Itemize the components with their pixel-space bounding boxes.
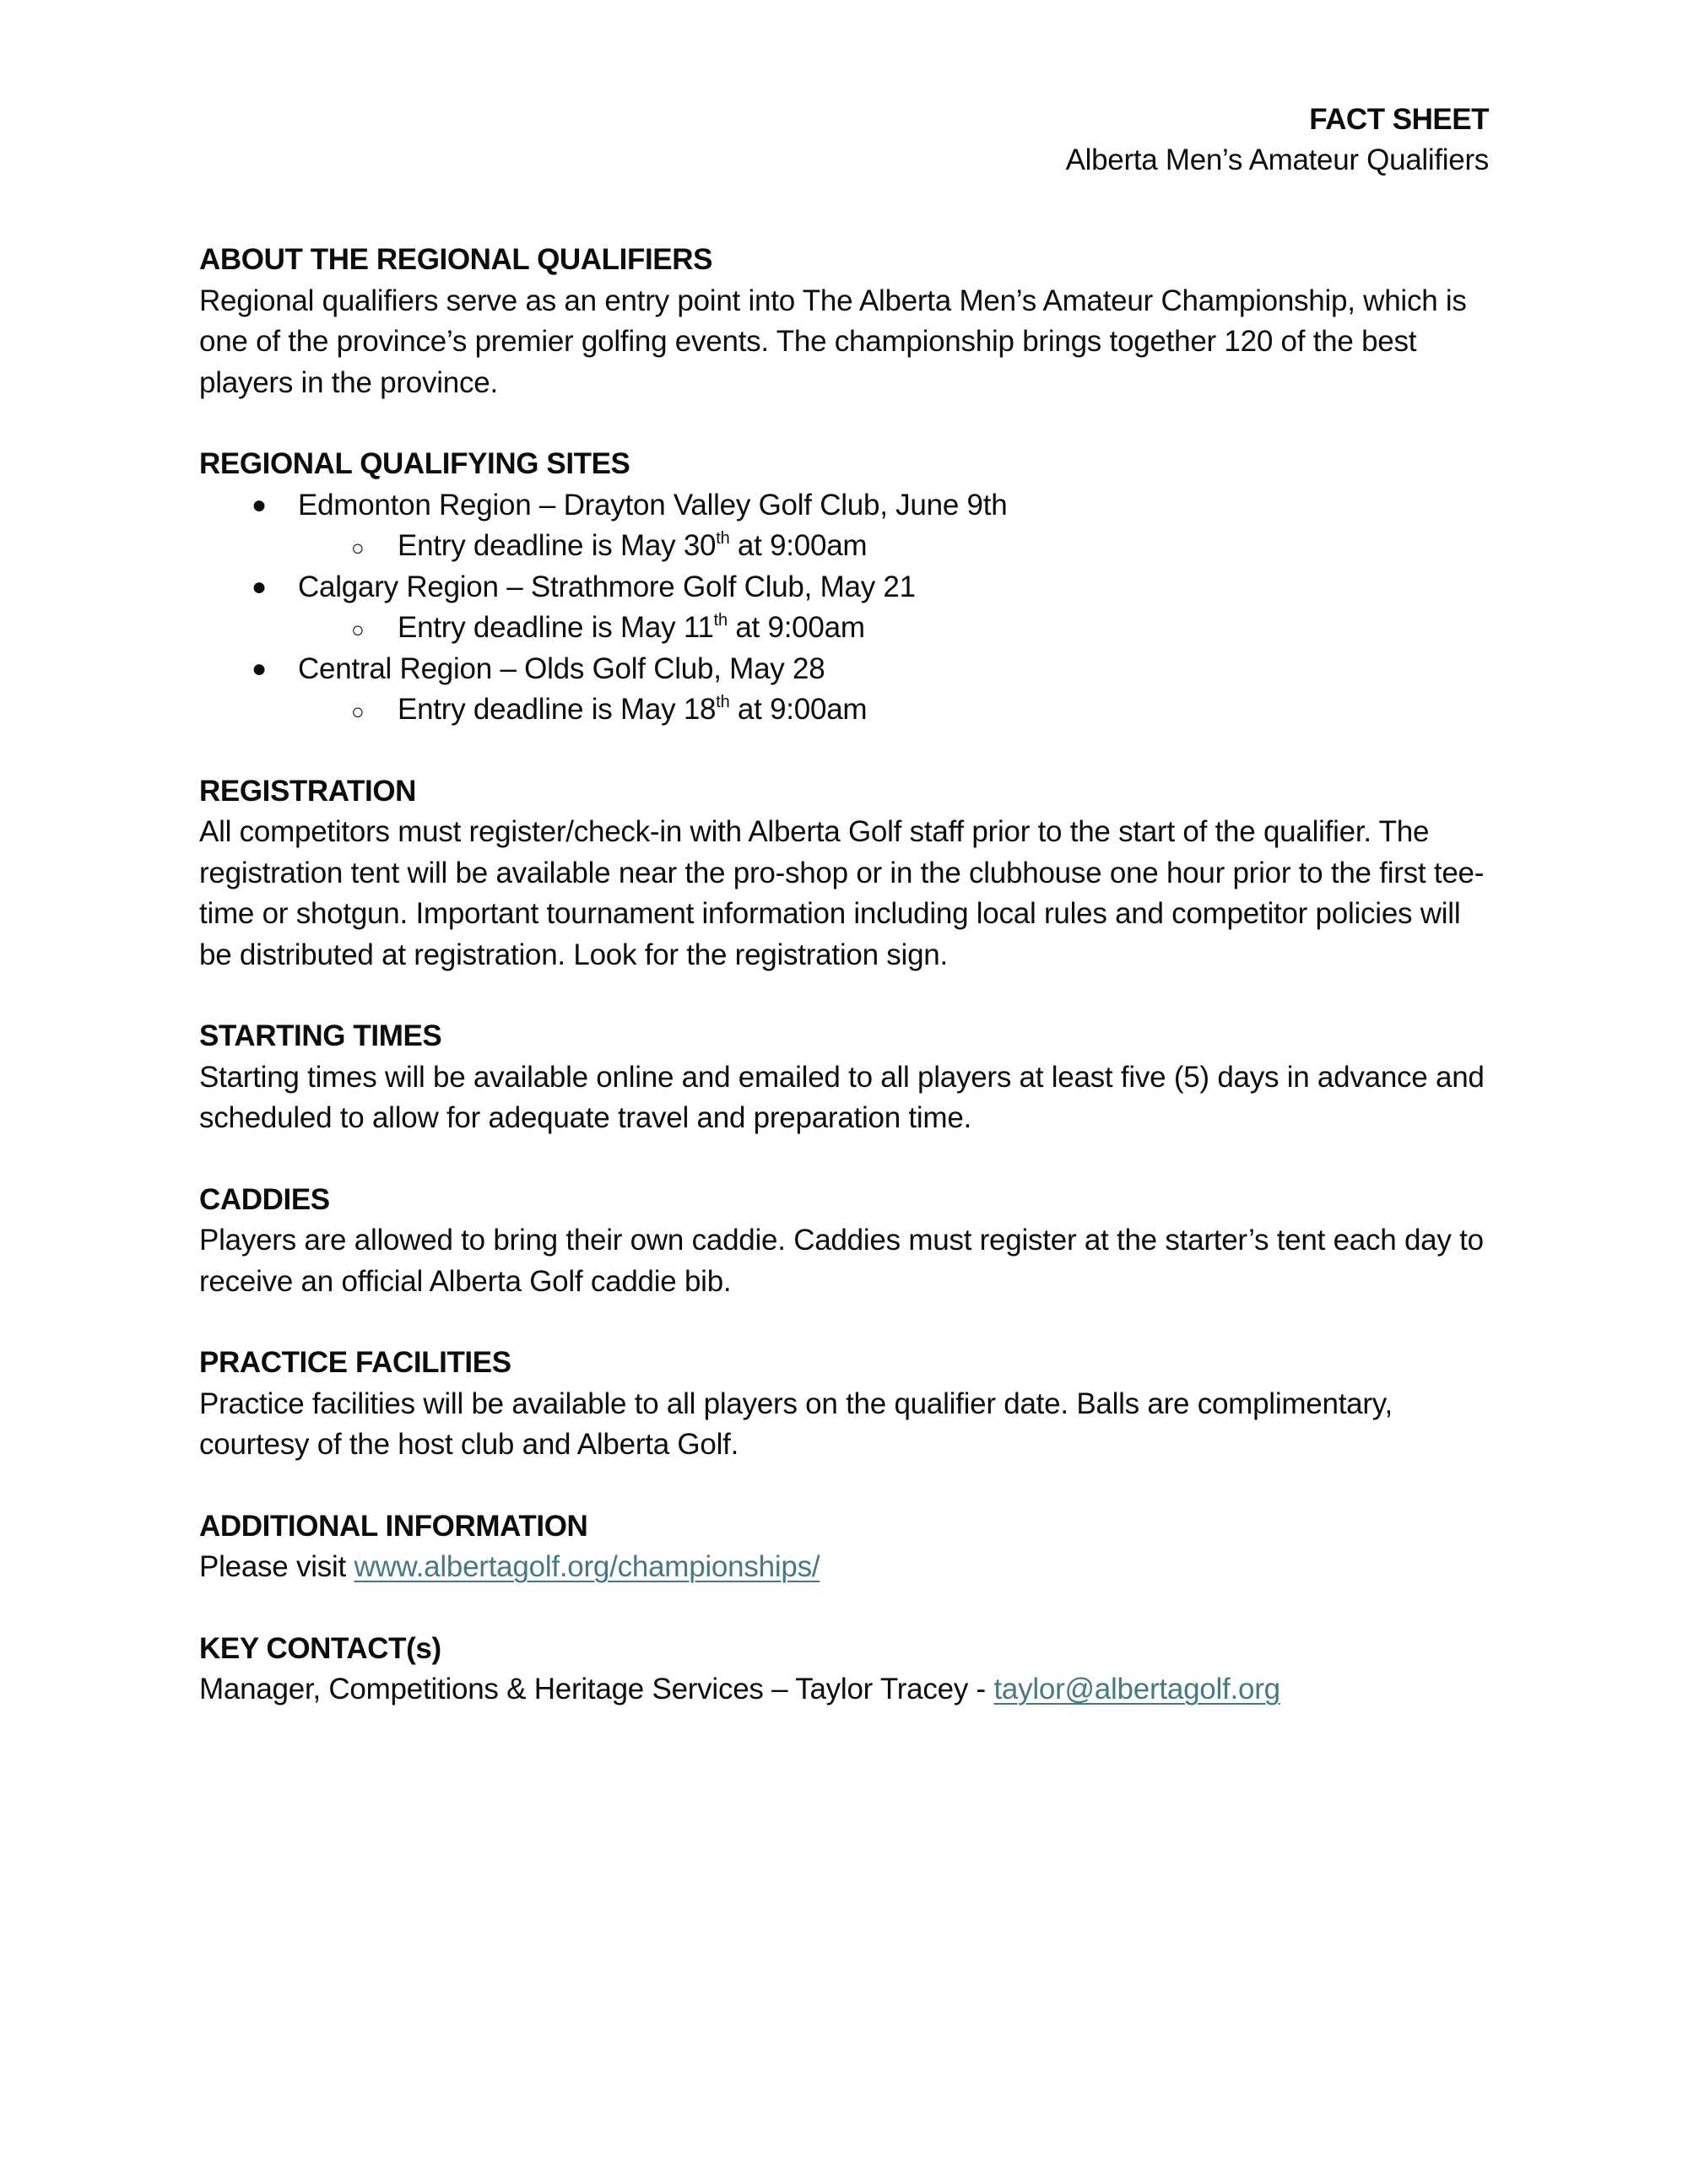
deadline-text: Entry deadline is May 30 [398,529,717,562]
section-heading: REGISTRATION [199,774,417,808]
section-body [199,1547,1499,1588]
site-label: Central Region – Olds Golf Club, May 28 [298,651,825,685]
section-heading: KEY CONTACT(s) [199,1631,441,1665]
deadline-text: Entry deadline is May 11 [398,611,714,644]
ordinal-suffix: th [716,529,730,548]
site-sub-list [298,608,1499,649]
hollow-bullet-icon: ○ [351,699,365,724]
site-list [199,485,1499,731]
ordinal-suffix: th [713,611,728,630]
deadline-time: at 9:00am [729,529,868,562]
document-title: FACT SHEET [1309,103,1489,136]
contact-email-link[interactable]: taylor@albertagolf.org [993,1673,1280,1706]
section-qualifying-sites [199,444,1499,731]
section-heading: CADDIES [199,1182,330,1216]
site-sub-list [298,689,1499,731]
deadline-item [199,608,1499,649]
section-about [199,240,1499,403]
deadline-item [199,689,1499,731]
section-additional-information [199,1506,1499,1588]
section-starting-times [199,1016,1499,1139]
section-body: Players are allowed to bring their own caddie. Caddies must register at the starter’s tent each day to receive an official Alberta Golf caddie bib. [199,1224,1484,1298]
site-sub-list [298,526,1499,567]
section-body: Practice facilities will be available to all players on the qualifier date. Balls are complimentary, courtesy of the host club and Alberta Golf. [199,1387,1393,1461]
section-heading: REGIONAL QUALIFYING SITES [199,447,630,480]
deadline-time: at 9:00am [727,611,865,644]
deadline-time: at 9:00am [729,693,868,726]
deadline-item [199,526,1499,567]
bullet-icon: ● [252,572,267,601]
bullet-icon: ● [252,654,267,683]
section-caddies [199,1180,1499,1303]
site-label: Edmonton Region – Drayton Valley Golf Club, June 9th [298,488,1008,522]
document-header [1066,100,1489,181]
section-body: All competitors must register/check-in with Alberta Golf staff prior to the start of the qualifier. The registration tent will be available near the pro-shop or in the clubhouse one hour prior to the first tee-time or shotgun. Important tournament information including local rules and competitor policies will be distributed at registration. Look for the registration sign. [199,815,1485,971]
section-heading: STARTING TIMES [199,1019,442,1052]
document-subtitle: Alberta Men’s Amateur Qualifiers [1065,143,1489,176]
site-label: Calgary Region – Strathmore Golf Club, May 21 [298,570,916,603]
site-item-edmonton [199,485,1499,567]
section-registration [199,771,1499,976]
deadline-text: Entry deadline is May 18 [398,693,717,726]
section-body: Regional qualifiers serve as an entry point into The Alberta Men’s Amateur Championship, which is one of the province’s premier golfing events. The championship brings together 120 of the best players in the province. [199,284,1467,399]
site-item-central [199,649,1499,731]
section-practice-facilities [199,1343,1499,1466]
ordinal-suffix: th [716,693,730,711]
section-heading: ABOUT THE REGIONAL QUALIFIERS [199,243,713,276]
document-content [199,240,1499,1751]
section-heading: PRACTICE FACILITIES [199,1346,511,1379]
championships-link[interactable]: www.albertagolf.org/championships/ [354,1550,820,1583]
section-body [199,1669,1499,1711]
section-body: Starting times will be available online and emailed to all players at least five (5) days in advance and scheduled to allow for adequate travel and preparation time. [199,1060,1485,1134]
visit-prefix: Please visit [199,1550,354,1583]
hollow-bullet-icon: ○ [351,617,365,642]
section-heading: ADDITIONAL INFORMATION [199,1509,588,1543]
site-item-calgary [199,567,1499,649]
hollow-bullet-icon: ○ [351,535,365,560]
contact-description: Manager, Competitions & Heritage Services – Taylor Tracey - [199,1673,994,1706]
bullet-icon: ● [252,490,267,519]
section-key-contacts [199,1629,1499,1711]
